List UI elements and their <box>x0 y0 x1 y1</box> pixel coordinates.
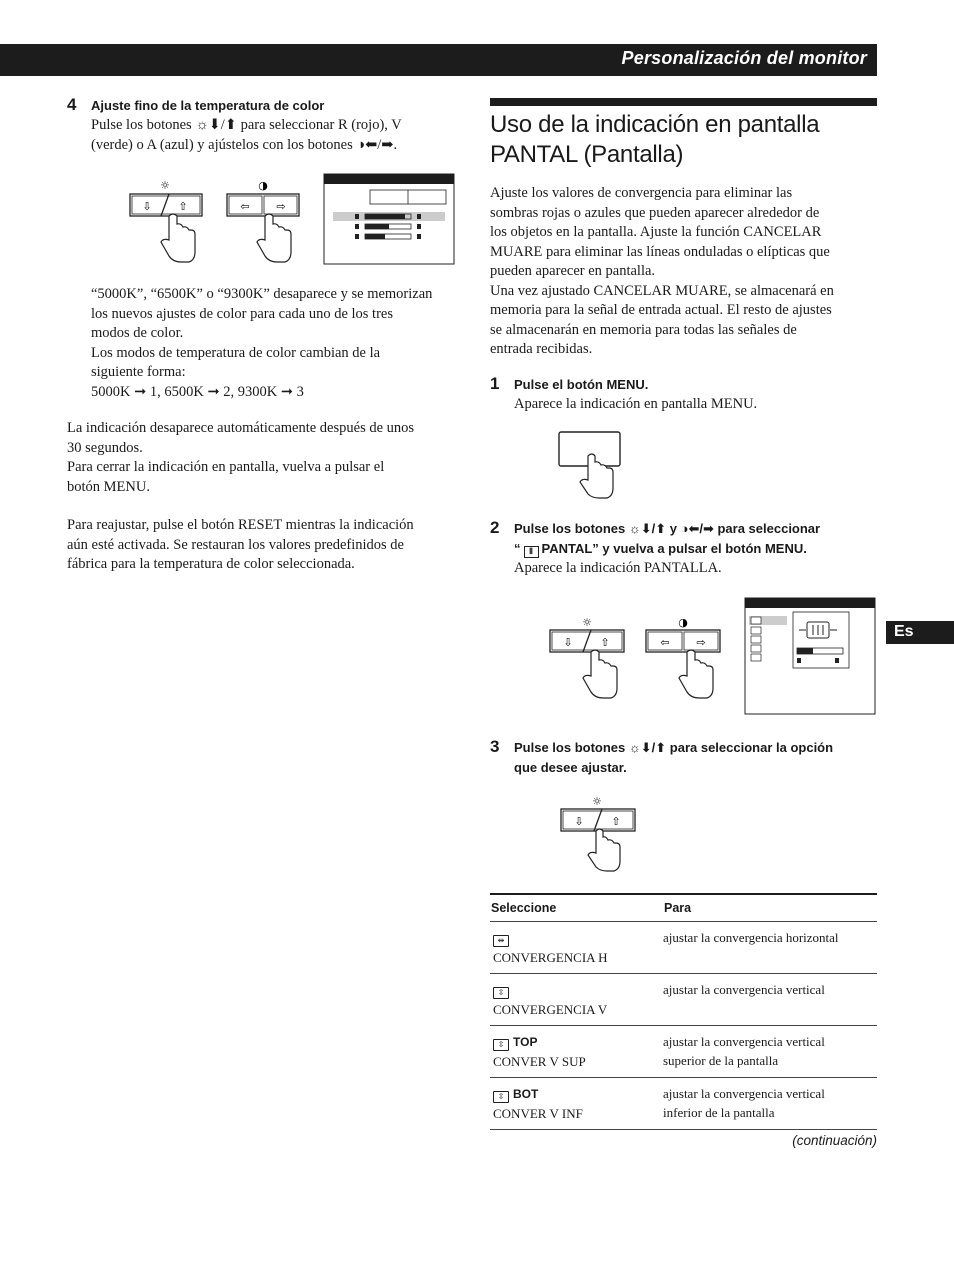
section-title: Personalización del monitor <box>621 48 867 68</box>
step-1-number: 1 <box>490 374 500 393</box>
table-cell-option <box>490 974 663 1026</box>
reset-paragraph <box>67 516 414 575</box>
auto-close-paragraph <box>67 419 414 497</box>
purpose-line: inferior de la pantalla <box>663 1105 775 1120</box>
step-1-body: Aparece la indicación en pantalla MENU. <box>514 396 758 412</box>
hand-pointer-icon <box>583 650 617 698</box>
arrow-right-icon: ⇨ <box>696 636 706 649</box>
contrast-buttons <box>227 179 299 216</box>
step-1-heading: Pulse el botón MENU. <box>514 377 649 392</box>
v-convergence-top-icon: ⇳ <box>493 1039 509 1051</box>
text-line: fábrica para la temperatura de color seleccionada. <box>67 556 355 572</box>
step-2-number: 2 <box>490 518 500 537</box>
arrow-up-icon: ⇧ <box>600 636 610 649</box>
brightness-buttons <box>550 616 624 652</box>
step-2-heading-rest: PANTAL” y vuelva a pulsar el botón MENU. <box>541 541 807 556</box>
menu-button-figure <box>555 428 630 500</box>
text-line: sombras rojas o azules que pueden aparecer alrededor de <box>490 204 820 221</box>
color-menu-osd <box>324 174 454 264</box>
step-2-quote: “ <box>514 541 521 556</box>
table-cell-purpose <box>663 1078 877 1130</box>
table-cell-option <box>490 922 663 974</box>
arrow-right-icon: ⇨ <box>276 200 286 213</box>
table-header-row <box>490 894 877 922</box>
title-line-1: Uso de la indicación en pantalla <box>490 111 820 138</box>
text-line: Los modos de temperatura de color cambian de la <box>91 344 381 361</box>
brightness-buttons <box>130 179 202 216</box>
brightness-buttons-figure <box>556 793 641 873</box>
arrow-up-icon: ⇧ <box>611 815 621 828</box>
selection-table <box>490 893 877 1130</box>
page-title <box>490 110 880 170</box>
text-line: aún esté activada. Se restauran los valores predefinidos de <box>67 536 404 553</box>
purpose-line: ajustar la convergencia vertical <box>663 1034 825 1049</box>
hand-pointer-icon <box>588 829 620 871</box>
purpose-line: ajustar la convergencia horizontal <box>663 930 839 945</box>
step-2-heading-b <box>514 541 807 558</box>
text-line: memoria para la señal de entrada actual. El resto de ajustes <box>490 302 832 318</box>
table-cell-option <box>490 1026 663 1078</box>
option-label: CONVER V SUP <box>493 1054 586 1069</box>
hand-pointer-icon <box>161 214 195 262</box>
arrow-left-icon: ⇦ <box>660 636 670 649</box>
step-3-number: 3 <box>490 737 500 756</box>
step-3-heading-a: Pulse los botones ☼⬇/⬆ para seleccionar la opción <box>514 740 834 755</box>
step-4-line-1: Pulse los botones ☼⬇/⬆ para seleccionar R (rojo), V <box>91 117 402 133</box>
color-adjust-figure <box>125 172 460 268</box>
arrow-down-icon: ⇩ <box>563 636 573 649</box>
text-line: siguiente forma: <box>91 364 186 380</box>
option-label: CONVERGENCIA V <box>493 1002 608 1017</box>
purpose-line: ajustar la convergencia vertical <box>663 1086 825 1101</box>
text-line: los nuevos ajustes de color para cada uno de los tres <box>91 305 393 322</box>
option-tag: BOT <box>513 1087 539 1101</box>
step-3-heading-b: que desee ajustar. <box>514 760 627 775</box>
text-line: MUARE para eliminar las líneas onduladas o elípticas que <box>490 243 830 260</box>
h-convergence-icon: ⇹ <box>493 935 509 947</box>
purpose-line: superior de la pantalla <box>663 1053 779 1068</box>
table-row <box>490 1026 877 1078</box>
table-header-select: Seleccione <box>490 894 663 922</box>
hand-pointer-icon <box>257 214 291 262</box>
table-row <box>490 974 877 1026</box>
contrast-icon: ◑ <box>258 179 268 192</box>
continuation-note: (continuación) <box>792 1133 877 1148</box>
text-line: modos de color. <box>91 325 184 341</box>
arrow-down-icon: ⇩ <box>142 200 152 213</box>
option-label: CONVER V INF <box>493 1106 583 1121</box>
text-line: “5000K”, “6500K” o “9300K” desaparece y se memorizan <box>91 286 433 302</box>
sun-icon: ☼ <box>582 616 592 629</box>
title-rule <box>490 98 877 106</box>
step-2-body: Aparece la indicación PANTALLA. <box>514 560 722 576</box>
table-cell-option <box>490 1078 663 1130</box>
text-line: entrada recibidas. <box>490 341 593 357</box>
table-row <box>490 1078 877 1130</box>
intro-paragraph <box>490 184 834 360</box>
arrow-down-icon: ⇩ <box>574 815 584 828</box>
text-line: los objetos en la pantalla. Ajuste la función CANCELAR <box>490 224 822 240</box>
step-4-number: 4 <box>67 95 77 114</box>
step-4-line-2: (verde) o A (azul) y ajústelos con los botones ◑⬅/➡. <box>91 137 398 153</box>
table-cell-purpose <box>663 974 877 1026</box>
sun-icon: ☼ <box>160 179 170 192</box>
step-4-heading: Ajuste fino de la temperatura de color <box>91 98 325 113</box>
table-header-purpose: Para <box>663 894 877 922</box>
pantalla-figure <box>545 596 880 718</box>
option-tag: TOP <box>513 1035 538 1049</box>
pantal-icon: ⦀ <box>524 546 539 558</box>
text-line: Una vez ajustado CANCELAR MUARE, se almacenará en <box>490 282 834 299</box>
language-tab-label: Es <box>894 623 914 640</box>
pantalla-osd <box>745 598 875 714</box>
after-figure-text <box>91 285 432 402</box>
purpose-line: ajustar la convergencia vertical <box>663 982 825 997</box>
text-line: Ajuste los valores de convergencia para eliminar las <box>490 185 793 201</box>
v-convergence-icon: ⇳ <box>493 987 509 999</box>
text-line: botón MENU. <box>67 478 150 495</box>
text-line: se almacenarán en memoria para todas las señales de <box>490 321 797 338</box>
text-line: 5000K ➞ 1, 6500K ➞ 2, 9300K ➞ 3 <box>91 383 304 400</box>
language-tab <box>886 621 954 644</box>
sun-icon: ☼ <box>592 795 602 808</box>
text-line: Para cerrar la indicación en pantalla, vuelva a pulsar el <box>67 459 385 475</box>
table-cell-purpose <box>663 1026 877 1078</box>
arrow-up-icon: ⇧ <box>178 200 188 213</box>
text-line: La indicación desaparece automáticamente después de unos <box>67 420 415 436</box>
hand-pointer-icon <box>679 650 713 698</box>
contrast-buttons <box>646 616 720 652</box>
arrow-left-icon: ⇦ <box>240 200 250 213</box>
table-row <box>490 922 877 974</box>
contrast-icon: ◑ <box>678 616 688 629</box>
v-convergence-bottom-icon: ⇳ <box>493 1091 509 1103</box>
text-line: 30 segundos. <box>67 439 143 456</box>
title-line-2: PANTAL (Pantalla) <box>490 141 684 168</box>
section-header <box>0 44 877 76</box>
table-cell-purpose <box>663 922 877 974</box>
option-label: CONVERGENCIA H <box>493 950 608 965</box>
text-line: pueden aparecer en pantalla. <box>490 263 656 279</box>
text-line: Para reajustar, pulse el botón RESET mientras la indicación <box>67 517 414 533</box>
step-2-heading-a: Pulse los botones ☼⬇/⬆ y ◑⬅/➡ para seleccionar <box>514 521 821 536</box>
